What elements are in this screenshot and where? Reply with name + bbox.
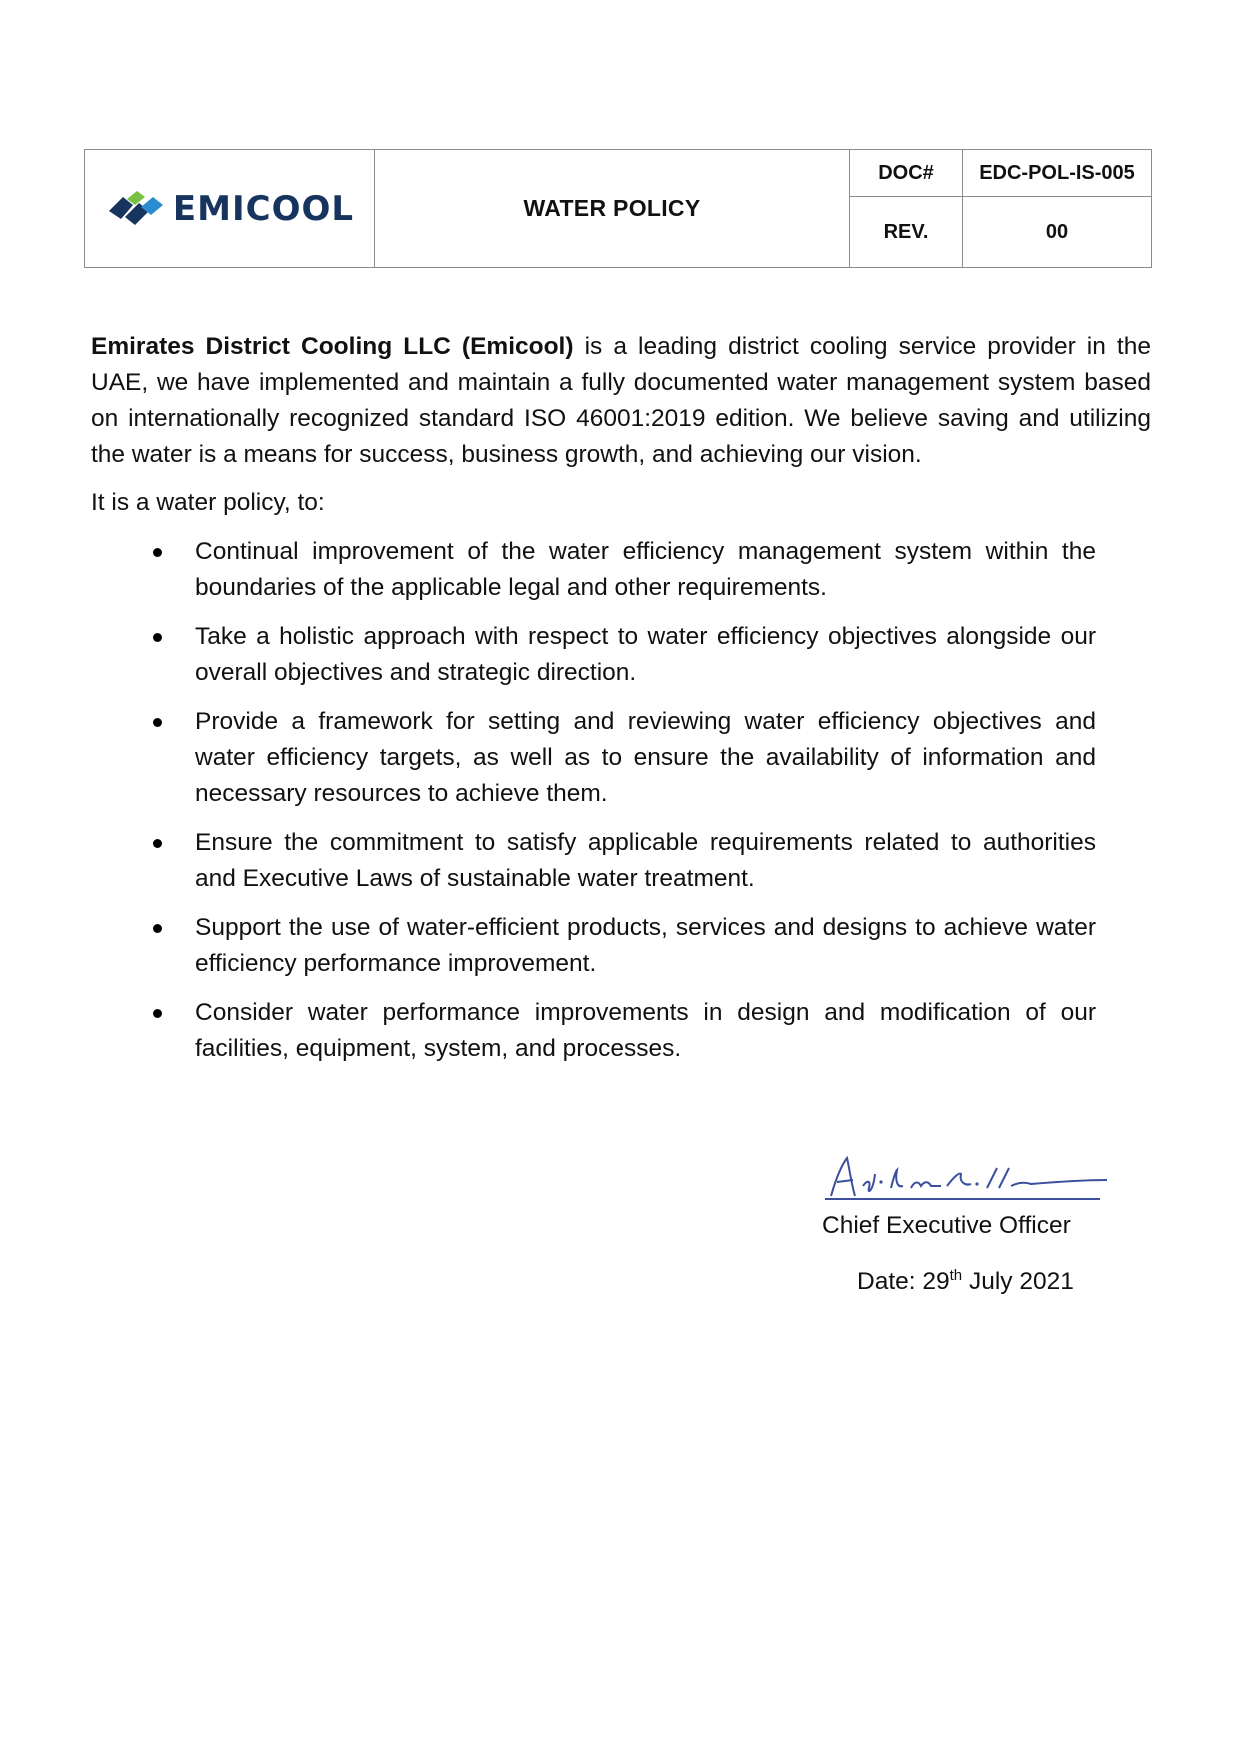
- policy-item: [140, 704, 1096, 812]
- policy-text: Take a holistic approach with respect to water efficiency objectives alongside our overall objectives and strategic direction.: [195, 623, 1096, 686]
- doc-number-label: DOC#: [850, 150, 963, 197]
- policy-lead: It is a water policy, to:: [91, 489, 325, 516]
- policy-text: Provide a framework for setting and reviewing water efficiency objectives and water efficiency targets, as well as to ensure the availability of information and necessary resources to achieve them.: [195, 708, 1096, 807]
- policy-item: [140, 910, 1096, 982]
- date-ordinal: th: [949, 1267, 963, 1284]
- signatory-title: Chief Executive Officer: [822, 1212, 1071, 1239]
- signature-line: [825, 1198, 1100, 1200]
- company-name: Emirates District Cooling LLC (Emicool): [91, 333, 574, 360]
- signoff-date: [857, 1264, 1074, 1300]
- bullet-icon: [153, 1009, 162, 1018]
- policy-list: [140, 534, 1096, 1080]
- bullet-icon: [153, 924, 162, 933]
- document-header-table: [84, 149, 1152, 268]
- bullet-icon: [153, 633, 162, 642]
- revision-label: REV.: [850, 197, 963, 268]
- intro-paragraph: [91, 329, 1151, 473]
- document-title: WATER POLICY: [375, 150, 850, 268]
- bullet-icon: [153, 548, 162, 557]
- logo-cell: [85, 150, 375, 268]
- policy-text: Support the use of water-efficient products, services and designs to achieve water efficiency performance improvement.: [195, 914, 1096, 977]
- logo-wordmark: EMICOOL: [172, 188, 355, 229]
- date-prefix: Date: 29: [857, 1268, 950, 1295]
- emicool-logo-icon: [105, 187, 167, 231]
- revision-value: 00: [963, 197, 1152, 268]
- policy-text: Ensure the commitment to satisfy applicable requirements related to authorities and Executive Laws of sustainable water treatment.: [195, 829, 1096, 892]
- bullet-icon: [153, 718, 162, 727]
- policy-item: [140, 995, 1096, 1067]
- intro-text: is a leading district cooling service provider in the UAE, we have implemented and maintain a fully documented water management system based on internationally recognized standard ISO 46001:2019 edition. We believe saving and utilizing the water is a means for success, business growth, and achieving our vision.: [91, 333, 1151, 468]
- emicool-logo: [85, 187, 374, 231]
- policy-item: [140, 619, 1096, 691]
- policy-text: Consider water performance improvements in design and modification of our facilities, equipment, system, and processes.: [195, 999, 1096, 1062]
- ceo-signature: [825, 1152, 1110, 1204]
- policy-text: Continual improvement of the water efficiency management system within the boundaries of the applicable legal and other requirements.: [195, 538, 1096, 601]
- bullet-icon: [153, 839, 162, 848]
- policy-item: [140, 534, 1096, 606]
- doc-number-value: EDC-POL-IS-005: [963, 150, 1152, 197]
- policy-item: [140, 825, 1096, 897]
- date-rest: July 2021: [962, 1268, 1074, 1295]
